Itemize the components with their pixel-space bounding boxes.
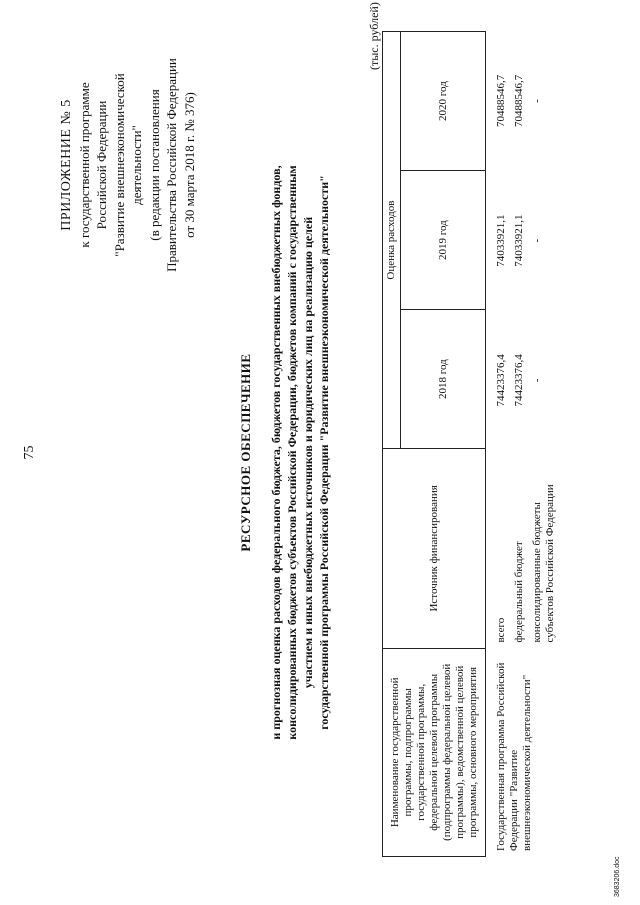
table-row	[495, 31, 513, 857]
row-value: 74033921,1	[495, 214, 507, 267]
table-header	[382, 31, 486, 857]
appendix-line: "Развитие внешнеэкономической	[111, 73, 127, 257]
appendix-line: Правительства Российской Федерации	[164, 58, 179, 272]
row-value: 74423376,4	[495, 354, 507, 407]
units-label: (тыс. рублей)	[367, 2, 381, 70]
appendix-line: от 30 марта 2018 г. № 376)	[181, 92, 197, 238]
title-line: и прогнозная оценка расходов федерального бюджета, бюджетов государственных внебюджетных фондов,	[269, 165, 283, 740]
document-id: 3683206.doc	[614, 856, 621, 897]
document-title	[238, 40, 332, 865]
title-line: государственной программы Российской Федерации "Развитие внешнеэкономической деятельности"	[317, 175, 331, 730]
header-year: 2019 год	[401, 171, 486, 310]
appendix-heading: ПРИЛОЖЕНИЕ № 5	[59, 99, 74, 231]
header-source: Источник финансирования	[383, 449, 486, 648]
row-value: -	[531, 238, 543, 243]
appendix-line: деятельности"	[129, 125, 144, 205]
header-program: Наименование государственной программы, подпрограммы государственной программы, федеральной целевой программы (подпрограммы федеральной целевой программы), ведомственной целевой программы, основного мероприятия	[383, 648, 486, 856]
row-value: 74033921,1	[513, 214, 525, 267]
appendix-block	[58, 15, 198, 315]
program-name: Государственная программа Российской Федерации "Развитие внешнеэкономической деятельности"	[495, 662, 533, 851]
row-source: консолидированные бюджеты субъектов Российской Федерации	[531, 484, 556, 643]
row-value: 70488546,7	[513, 74, 525, 128]
row-value: -	[531, 99, 543, 103]
title-main: РЕСУРСНОЕ ОБЕСПЕЧЕНИЕ	[238, 353, 253, 552]
row-source: всего	[495, 617, 507, 643]
page-number: 75	[22, 445, 37, 460]
row-source: федеральный бюджет	[513, 541, 525, 643]
appendix-line: к государственной программе	[76, 82, 92, 248]
header-estimate: Оценка расходов	[383, 32, 401, 449]
title-line: консолидированных бюджетов субъектов Российской Федерации, бюджетов компаний с государственным	[285, 165, 299, 740]
table-body	[495, 31, 562, 857]
title-line: участием и иных внебюджетных источников и юридических лиц на реализацию целей	[301, 216, 315, 689]
header-year: 2020 год	[401, 32, 486, 171]
row-value: -	[531, 378, 543, 383]
appendix-line: Российской Федерации	[94, 100, 109, 230]
row-value: 74423376,4	[513, 354, 525, 407]
appendix-line: (в редакции постановления	[146, 89, 162, 241]
header-year: 2018 год	[401, 310, 486, 449]
row-value: 70488546,7	[495, 74, 507, 128]
